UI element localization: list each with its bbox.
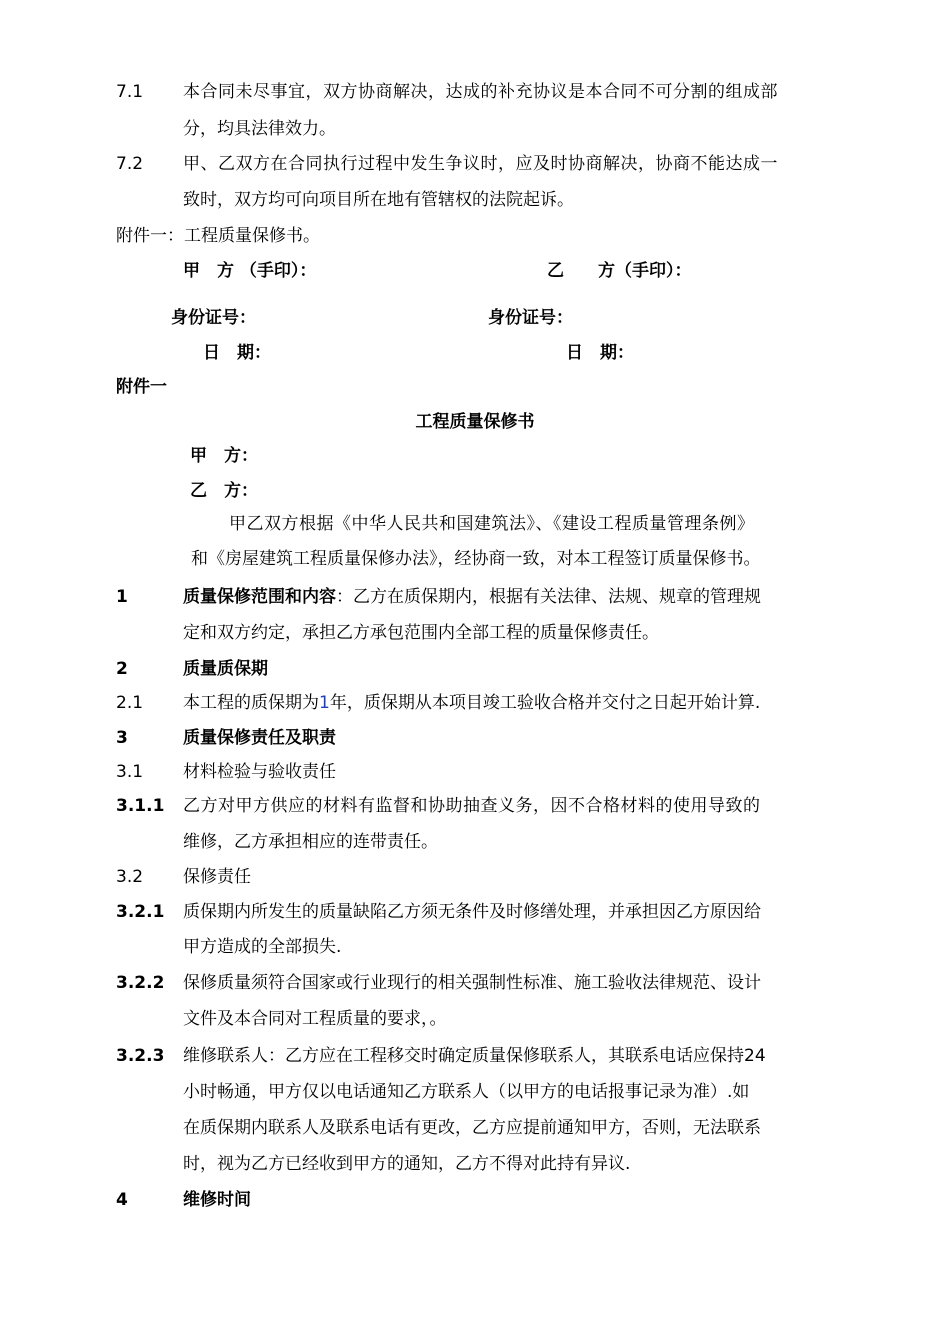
clause-number: 3.2.3	[116, 1046, 165, 1066]
clause-text: 材料检验与验收责任	[183, 762, 336, 782]
clause-text: 本合同未尽事宜，双方协商解决，达成的补充协议是本合同不可分割的组成部	[183, 82, 778, 102]
clause-number: 7.2	[116, 154, 144, 174]
clause-text	[183, 589, 761, 606]
clause-number: 2.1	[116, 693, 144, 713]
party-b-id-label: 身份证号：	[488, 308, 573, 328]
party-a-signature-label: 甲 方 （手印）：	[183, 261, 317, 281]
clause-heading: 质量保修范围和内容	[183, 587, 336, 607]
attachment-note: 附件一：工程质量保修书。	[116, 226, 320, 246]
clause-text: 保修质量须符合国家或行业现行的相关强制性标准、施工验收法律规范、设计	[183, 973, 761, 993]
clause-text: 文件及本合同对工程质量的要求，。	[183, 1009, 447, 1029]
clause-body: 年，质保期从本项目竣工验收合格并交付之日起开始计算.	[329, 693, 761, 713]
clause-text: 乙方对甲方供应的材料有监督和协助抽查义务，因不合格材料的使用导致的	[183, 796, 761, 816]
clause-text: 在质保期内联系人及联系电话有更改，乙方应提前通知甲方，否则，无法联系	[183, 1118, 761, 1138]
clause-body: 本工程的质保期为	[183, 693, 319, 713]
clause-number: 3.2	[116, 867, 144, 887]
clause-text: 时，视为乙方已经收到甲方的通知，乙方不得对此持有异议.	[183, 1154, 631, 1174]
clause-text: 分，均具法律效力。	[183, 119, 336, 139]
clause-number: 2	[116, 659, 128, 679]
warranty-years: 1	[319, 693, 330, 713]
annex-intro: 和《房屋建筑工程质量保修办法》，经协商一致，对本工程签订质量保修书。	[191, 549, 761, 569]
party-b-signature-label: 乙 方（手印）：	[547, 261, 692, 281]
annex-party-b: 乙 方：	[190, 481, 258, 501]
clause-heading: 维修时间	[183, 1190, 251, 1210]
annex-party-a: 甲 方：	[190, 446, 258, 466]
clause-text: 致时，双方均可向项目所在地有管辖权的法院起诉。	[183, 190, 574, 210]
annex-title: 工程质量保修书	[415, 412, 535, 432]
party-a-date-label: 日 期：	[203, 343, 271, 363]
clause-number: 4	[116, 1190, 128, 1210]
clause-text: 质保期内所发生的质量缺陷乙方须无条件及时修缮处理，并承担因乙方原因给	[183, 902, 761, 922]
clause-text: 维修，乙方承担相应的连带责任。	[183, 832, 438, 852]
clause-number: 7.1	[116, 82, 144, 102]
clause-number: 3.1.1	[116, 796, 165, 816]
clause-text	[183, 695, 760, 712]
clause-text: 保修责任	[183, 867, 251, 887]
clause-body: ：乙方在质保期内，根据有关法律、法规、规章的管理规	[336, 587, 761, 607]
party-a-id-label: 身份证号：	[171, 308, 256, 328]
clause-text: 定和双方约定，承担乙方承包范围内全部工程的质量保修责任。	[183, 623, 659, 643]
clause-number: 3	[116, 728, 128, 748]
clause-number: 3.1	[116, 762, 144, 782]
clause-text: 甲、乙双方在合同执行过程中发生争议时，应及时协商解决，协商不能达成一	[183, 154, 778, 174]
annex-label: 附件一	[116, 377, 167, 397]
clause-text: 维修联系人：乙方应在工程移交时确定质量保修联系人，其联系电话应保持24	[183, 1046, 766, 1066]
clause-text: 小时畅通，甲方仅以电话通知乙方联系人（以甲方的电话报事记录为准）.如	[183, 1082, 750, 1102]
clause-heading: 质量保修责任及职责	[183, 728, 336, 748]
annex-intro: 甲乙双方根据《中华人民共和国建筑法》、《建设工程质量管理条例》	[229, 514, 755, 534]
clause-text: 甲方造成的全部损失.	[183, 937, 342, 957]
clause-number: 3.2.1	[116, 902, 165, 922]
clause-number: 1	[116, 587, 128, 607]
party-b-date-label: 日 期：	[566, 343, 634, 363]
clause-number: 3.2.2	[116, 973, 165, 993]
clause-heading: 质量质保期	[183, 659, 268, 679]
